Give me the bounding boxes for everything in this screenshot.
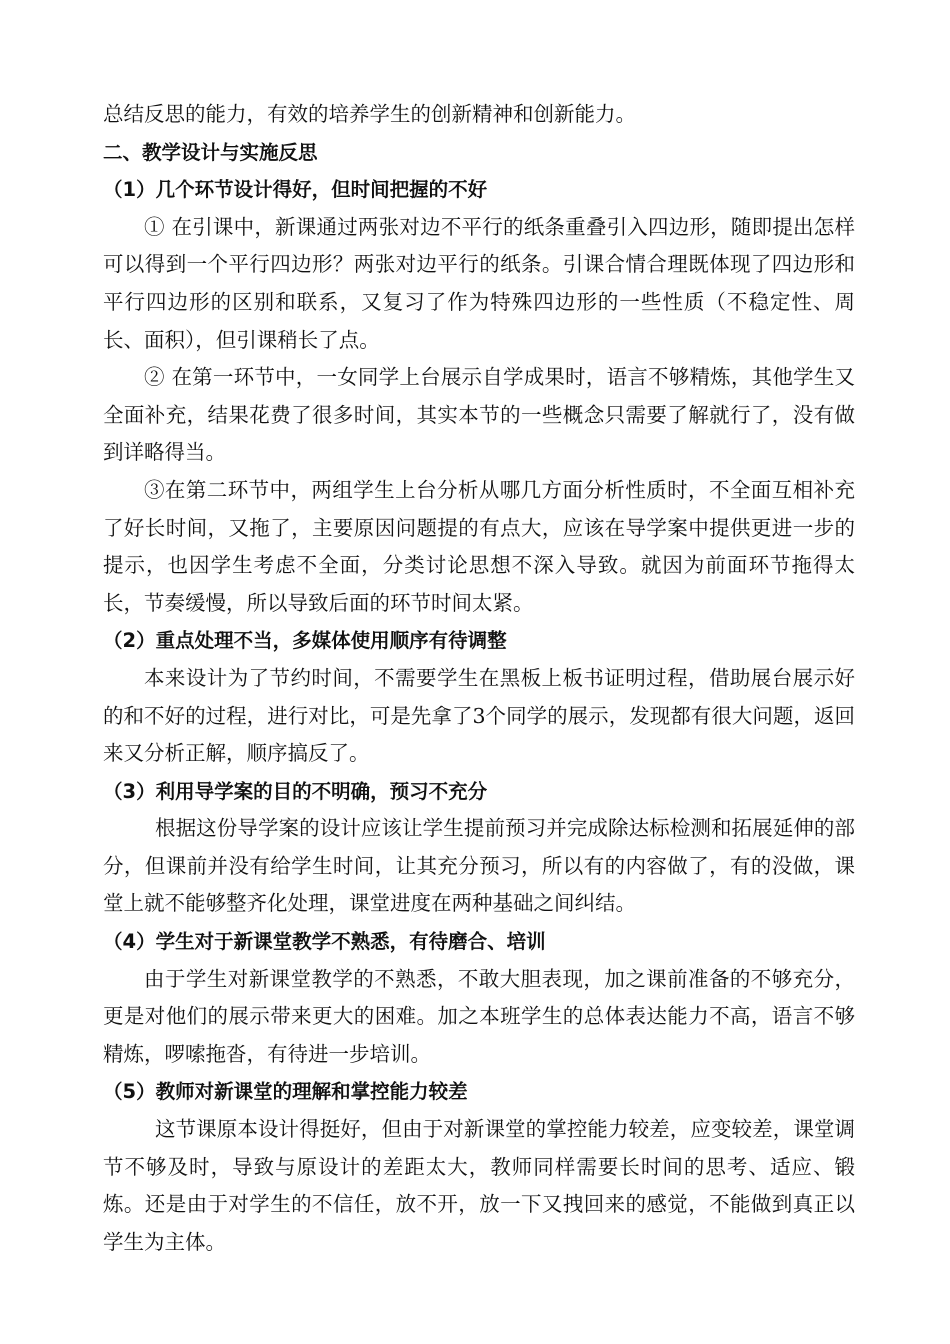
paragraph-first-stage: ② 在第一环节中，一女同学上台展示自学成果时，语言不够精炼，其他学生又全面补充，结果花费了很多时间，其实本节的一些概念只需要了解就行了，没有做到详略得当。: [103, 365, 855, 465]
paragraph-study-guide: 根据这份导学案的设计应该让学生提前预习并完成除达标检测和拓展延伸的部分，但课前并没有给学生时间，让其充分预习，所以有的内容做了，有的没做，课堂上就不能够整齐化处理，课堂进度在两种基础之间纠结。: [103, 816, 855, 916]
document-body: [103, 96, 855, 1261]
subheading-2: （2）重点处理不当，多媒体使用顺序有待调整: [103, 629, 507, 653]
paragraph-intro-lesson: ① 在引课中，新课通过两张对边不平行的纸条重叠引入四边形，随即提出怎样可以得到一个平行四边形？两张对边平行的纸条。引课合情合理既体现了四边形和平行四边形的区别和联系，又复习了作为特殊四边形的一些性质（不稳定性、周长、面积），但引课稍长了点。: [103, 214, 855, 352]
paragraph-continued: 总结反思的能力，有效的培养学生的创新精神和创新能力。: [103, 102, 636, 126]
subheading-5: （5）教师对新课堂的理解和掌控能力较差: [103, 1080, 468, 1104]
paragraph-second-stage: ③在第二环节中，两组学生上台分析从哪几方面分析性质时，不全面互相补充了好长时间，又拖了，主要原因问题提的有点大，应该在导学案中提供更进一步的提示，也因学生考虑不全面，分类讨论思想不深入导致。就因为前面环节拖得太长，节奏缓慢，所以导致后面的环节时间太紧。: [103, 477, 855, 615]
subheading-1: （1）几个环节设计得好，但时间把握的不好: [103, 178, 488, 202]
subheading-3: （3）利用导学案的目的不明确，预习不充分: [103, 779, 488, 803]
subheading-4: （4）学生对于新课堂教学不熟悉，有待磨合、培训: [103, 930, 546, 954]
paragraph-multimedia: 本来设计为了节约时间，不需要学生在黑板上板书证明过程，借助展台展示好的和不好的过程，进行对比，可是先拿了3个同学的展示，发现都有很大问题，返回来又分析正解，顺序搞反了。: [103, 665, 855, 766]
paragraph-students: 由于学生对新课堂教学的不熟悉，不敢大胆表现，加之课前准备的不够充分，更是对他们的展示带来更大的困难。加之本班学生的总体表达能力不高，语言不够精炼，啰嗦拖沓，有待进一步培训。: [103, 966, 855, 1066]
paragraph-teacher: 这节课原本设计得挺好，但由于对新课堂的掌控能力较差，应变较差，课堂调节不够及时，导致与原设计的差距太大，教师同样需要长时间的思考、适应、锻炼。还是由于对学生的不信任，放不开，放一下又拽回来的感觉，不能做到真正以学生为主体。: [103, 1117, 855, 1254]
section-heading-teaching-reflection: 二、教学设计与实施反思: [103, 140, 318, 164]
